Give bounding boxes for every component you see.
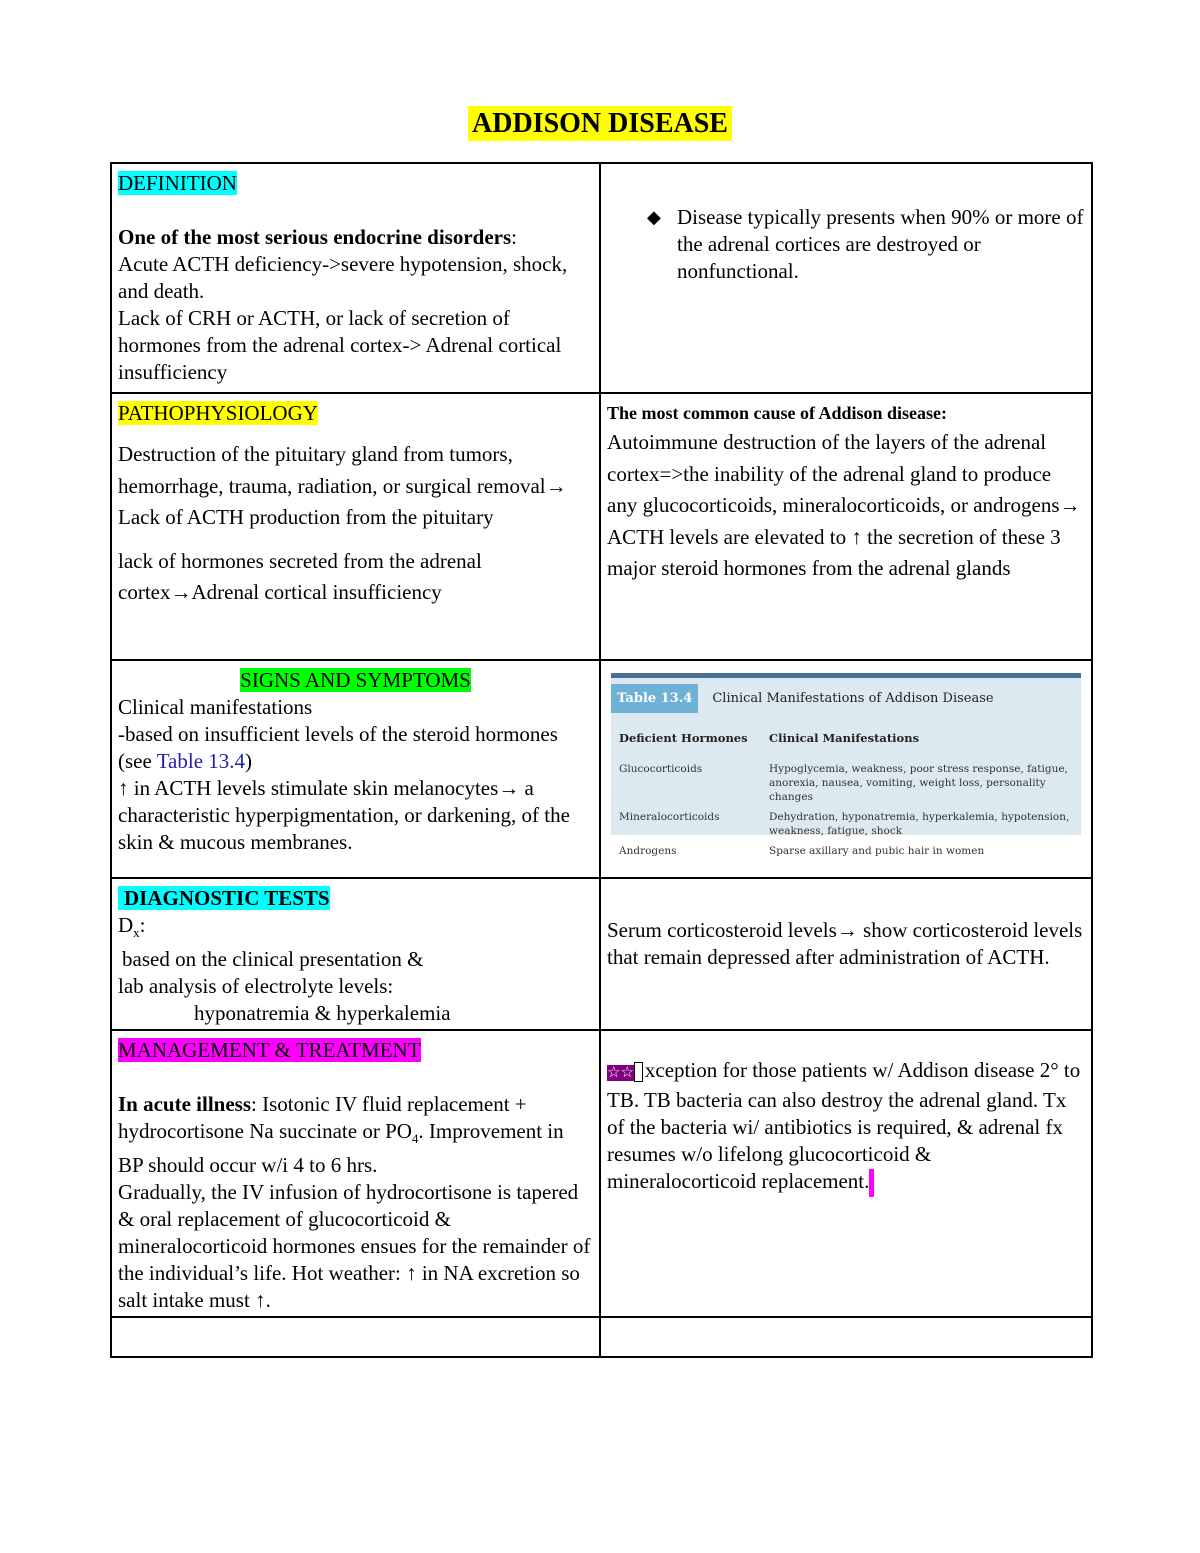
signs-cell: SIGNS AND SYMPTOMS Clinical manifestations -based on insufficient levels of the steroid hormones (see Table 13.4) ↑ in ACTH levels stimulate skin melanocytes→ a characteristic hyperpigmentation, or darkening, of the skin & mucous membranes. [111, 660, 600, 878]
figure-row: Glucocorticoids Hypoglycemia, weakness, poor stress response, fatigue, anorexia, nausea, vomiting, weight loss, personality changes [619, 763, 1068, 803]
figure-row: Mineralocorticoids Dehydration, hyponatremia, hyperkalemia, hypotension, weakness, fatigue, shock [619, 811, 1070, 837]
signs-heading: SIGNS AND SYMPTOMS [240, 668, 471, 692]
table-row [111, 393, 1092, 660]
definition-line: Lack of CRH or ACTH, or lack of secretion of hormones from the adrenal cortex-> Adrenal cortical insufficiency [118, 306, 562, 384]
manifestations-table-image: Table 13.4 Clinical Manifestations of Addison Disease Deficient Hormones Clinical Manifestations Glucocorticoids Hypoglycemia, weakness, poor stress response, fatigue, anorexia, nausea, vomiting, weight loss, personality changes Mineralocorticoids Dehydration, hyponatremia, hyperkalemia, hypotension, weakness, fatigue, shock Androgens Sparse axillary and pubic hair in women [611, 673, 1081, 835]
star-icon: ☆☆ [607, 1065, 634, 1082]
empty-cell [600, 1317, 1092, 1357]
management-heading: MANAGEMENT & TREATMENT [118, 1038, 421, 1063]
table-row [111, 1030, 1092, 1317]
table-row [111, 660, 1092, 878]
definition-lead: One of the most serious endocrine disorders [118, 225, 512, 249]
figure-title: Clinical Manifestations of Addison Disease [712, 691, 994, 706]
diagnostic-note-cell: Serum corticosteroid levels→ show corticosteroid levels that remain depressed after administration of ACTH. [600, 878, 1092, 1030]
empty-cell [111, 1317, 600, 1357]
pathophysiology-cell: PATHOPHYSIOLOGY Destruction of the pituitary gland from tumors, hemorrhage, trauma, radiation, or surgical removal→ Lack of ACTH production from the pituitary lack of hormones secreted from the adrenal cortex→Adrenal cortical insufficiency [111, 393, 600, 660]
table-row [111, 163, 1092, 393]
figure-cell [600, 660, 1092, 878]
definition-heading: DEFINITION [118, 171, 237, 195]
definition-note-cell [600, 163, 1092, 393]
pathophysiology-note-cell: The most common cause of Addison disease: Autoimmune destruction of the layers of the adrenal cortex=>the inability of the adrenal gland to produce any glucocorticoids, mineralocorticoids, or androgens→ ACTH levels are elevated to ↑ the secretion of these 3 major steroid hormones from the adrenal glands [600, 393, 1092, 660]
figure-tag: Table 13.4 [611, 684, 698, 713]
common-cause-heading: The most common cause of Addison disease: [607, 403, 948, 423]
list-item: ◆ Disease typically presents when 90% or more of the adrenal cortices are destroyed or nonfunctional. [647, 205, 1084, 283]
table-link[interactable]: Table 13.4 [156, 749, 246, 773]
diagnostic-cell: DIAGNOSTIC TESTS $D_x$: based on the clinical presentation & lab analysis of electrolyte levels: hyponatremia & hyperkalemia [111, 878, 600, 1030]
table-row [111, 878, 1092, 1030]
management-note-cell: ☆☆ xception for those patients w/ Addison disease 2° to TB. TB bacteria can also destroy the adrenal gland. Tx of the bacteria wi/ antibiotics is required, & adrenal fx resumes w/o lifelong glucocorticoid & mineralocorticoid replacement. [600, 1030, 1092, 1317]
table-row [111, 1317, 1092, 1357]
text-cursor [869, 1169, 874, 1197]
definition-cell: DEFINITION One of the most serious endocrine disorders: Acute ACTH deficiency->severe hypotension, shock, and death. Lack of CRH or ACTH, or lack of secretion of hormones from the adrenal cortex-> Adrenal cortical insufficiency [111, 163, 600, 393]
page-title: ADDISON DISEASE [0, 108, 1200, 140]
notes-table [110, 162, 1093, 1358]
definition-line: Acute ACTH deficiency->severe hypotension, shock, and death. [118, 252, 568, 303]
pathophysiology-heading: PATHOPHYSIOLOGY [118, 401, 318, 425]
diagnostic-heading: DIAGNOSTIC TESTS [118, 886, 330, 910]
management-cell: MANAGEMENT & TREATMENT In acute illness: Isotonic IV fluid replacement + hydrocortisone Na succinate or $PO_4$. Improvement in BP should occur w/i 4 to 6 hrs. Gradually, the IV infusion of hydrocortisone is tapered & oral replacement of glucocorticoid & mineralocorticoid hormones ensues for the remainder of the individual’s life. Hot weather: ↑ in NA excretion so salt intake must ↑. [111, 1030, 600, 1317]
figure-row: Androgens Sparse axillary and pubic hair in women [619, 845, 985, 857]
diamond-bullet-icon: ◆ [647, 207, 661, 227]
